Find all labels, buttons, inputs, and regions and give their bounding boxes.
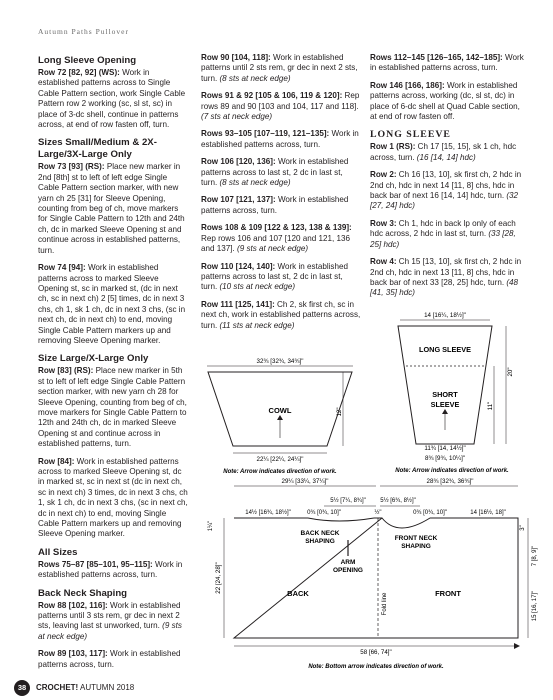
row-instruction bbox=[38, 162, 188, 256]
row-label: Row 74 [94]: bbox=[38, 263, 86, 273]
magazine-brand: CROCHET! bbox=[36, 683, 79, 693]
arm-opening-label: OPENING bbox=[333, 567, 363, 574]
row-text: Work in established patterns across, turn. bbox=[38, 649, 181, 669]
right-mid-height: 7 [8, 9]" bbox=[532, 545, 538, 567]
row-text: Work in established patterns until 2 sts rem, gr dec in next 2 sts, turn. bbox=[201, 53, 358, 83]
segment-label: 14½ [16¾, 18½]" bbox=[245, 510, 291, 516]
page-footer bbox=[14, 680, 134, 696]
front-width-label: 28¾ [32¾, 36¾]" bbox=[426, 478, 474, 485]
back-neck-label: SHAPING bbox=[305, 538, 335, 545]
row-label: Row 110 [124, 140]: bbox=[201, 261, 276, 271]
row-text: Ch 15 [13, 10], sk first ch, 2 hdc in 2nd ch, hdc in next 13 [11, 8] chs, hdc in back bar of next 33 [28, 25] hdc, turn. bbox=[370, 257, 522, 287]
row-label: Row 146 [166, 186]: bbox=[370, 80, 445, 90]
column-3 bbox=[370, 53, 526, 306]
section-heading: Back Neck Shaping bbox=[38, 587, 128, 599]
row-instruction bbox=[201, 157, 361, 188]
front-neck-label: FRONT NECK bbox=[394, 535, 438, 542]
segment-label: 14 [16½, 18]" bbox=[470, 510, 506, 516]
row-instruction bbox=[201, 262, 361, 293]
row-instruction bbox=[38, 560, 188, 581]
section-heading: Long Sleeve Opening bbox=[38, 55, 137, 66]
row-label: Row 4: bbox=[370, 257, 397, 267]
stitch-count: (9 sts at neck edge) bbox=[237, 244, 309, 254]
segment-label: 0¾ [0¾, 10]" bbox=[307, 510, 341, 516]
row-instruction bbox=[370, 142, 526, 163]
row-instruction bbox=[201, 300, 361, 331]
section-heading: LONG SLEEVE bbox=[370, 129, 451, 141]
neck-width-right: 5½ [6¾, 8½]" bbox=[380, 498, 416, 504]
row-label: Row 107 [121, 137]: bbox=[201, 195, 276, 205]
column-2 bbox=[201, 53, 361, 338]
row-label: Row [83] (RS): bbox=[38, 366, 94, 376]
running-header: Autumn Paths Pullover bbox=[38, 27, 130, 36]
row-text: Rep rows 106 and 107 [120 and 121, 136 and 137]. bbox=[201, 233, 350, 254]
cowl-height-label: 12" bbox=[336, 407, 343, 417]
row-label: Rows 91 & 92 [105 & 106, 119 & 120]: bbox=[201, 91, 343, 101]
row-text: Work in established patterns across, turn. bbox=[201, 129, 359, 149]
row-instruction bbox=[201, 223, 361, 254]
row-text: Ch 2, sk first ch, sc in next ch, work in established patterns across, turn. bbox=[201, 299, 361, 330]
stitch-count: (48 [41, 35] hdc) bbox=[370, 277, 519, 298]
stitch-count: (11 sts at neck edge) bbox=[219, 320, 295, 330]
sleeve-note: Note: Arrow indicates direction of work. bbox=[395, 468, 509, 474]
row-text: Ch 16 [13, 10], sk first ch, 2 hdc in 2nd ch, hdc in next 14 [11, 8] chs, hdc in back bar of next 16 [14, 14] hdc, turn. bbox=[370, 170, 522, 201]
row-label: Rows 112–145 [126–165, 142–185]: bbox=[370, 53, 503, 62]
row-label: Row 90 [104, 118]: bbox=[201, 53, 271, 62]
cowl-label: COWL bbox=[268, 406, 292, 415]
left-height-label: 22 [24, 28]" bbox=[215, 562, 222, 594]
row-label: Row 106 [120, 136]: bbox=[201, 157, 276, 167]
row-text: Work in established patterns across, turn. bbox=[38, 559, 183, 580]
stitch-count: (8 sts at neck edge) bbox=[219, 73, 291, 83]
row-label: Row [84]: bbox=[38, 456, 75, 466]
arrowhead bbox=[442, 409, 448, 414]
right-top-height: 3" bbox=[520, 525, 526, 531]
segment-label: 0¾ [0¾, 10]" bbox=[413, 510, 447, 516]
row-instruction bbox=[201, 53, 361, 84]
body-note: Note: Bottom arrow indicates direction of work. bbox=[308, 664, 444, 670]
row-instruction bbox=[370, 257, 526, 299]
row-label: Row 89 [103, 117]: bbox=[38, 649, 108, 659]
row-label: Row 72 [82, 92] (WS): bbox=[38, 68, 120, 77]
arrowhead bbox=[514, 643, 520, 649]
fold-line-label: Fold line bbox=[382, 592, 388, 616]
row-instruction bbox=[38, 649, 188, 670]
issue-label: AUTUMN 2018 bbox=[80, 683, 135, 693]
sleeve-height-total: 20" bbox=[507, 367, 514, 377]
row-instruction bbox=[38, 263, 188, 346]
column-1 bbox=[38, 53, 188, 677]
row-instruction bbox=[370, 81, 526, 123]
front-neck-label: SHAPING bbox=[401, 543, 431, 550]
section-heading: Size Large/X-Large Only bbox=[38, 353, 149, 365]
left-top-height: 1¼" bbox=[208, 520, 214, 532]
cowl-note: Note: Arrow indicates direction of work. bbox=[223, 469, 337, 475]
row-instruction bbox=[370, 170, 526, 212]
row-text: Place new marker in 2nd [8th] st to left of left edge Single Cable Pattern section marker, with new yarn ch 25 [31] for Sleeve Opening, counting from beg of ch, move markers for Single Cable Pattern to 12th and 24th ch, dc in marked Sleeve Opening st and continue across in established patterns, turn. bbox=[38, 162, 185, 255]
short-sleeve-label: SHORT bbox=[432, 390, 458, 399]
sleeve-bottom-label: 8¾ [9¾, 10¼]" bbox=[424, 455, 466, 462]
row-text: Work in established patterns across to last st, 2 dc in last st, turn. bbox=[201, 157, 349, 188]
neck-width-left: 5½ [7¼, 8¾]" bbox=[330, 498, 366, 504]
back-width-label: 29¼ [33¼, 37¼]" bbox=[281, 478, 329, 485]
sleeve-height-short: 11" bbox=[487, 401, 494, 411]
row-text: Rep rows 89 and 90 [103 and 104, 117 and 118]. bbox=[201, 91, 360, 111]
row-instruction bbox=[38, 68, 188, 130]
row-label: Rows 93–105 [107–119, 121–135]: bbox=[201, 129, 330, 139]
row-instruction bbox=[38, 366, 188, 449]
sleeve-schematic bbox=[378, 312, 536, 476]
row-text: Work in established patterns until 3 sts rem, gr dec in next 2 sts, leaving last st unworked, turn. bbox=[38, 600, 181, 631]
cowl-bottom-label: 22¼ [22¼, 24¼]" bbox=[256, 456, 304, 463]
cowl-top-label: 32¾ [32¾, 34¾]" bbox=[256, 358, 304, 365]
row-instruction bbox=[201, 129, 361, 150]
body-outline bbox=[234, 518, 518, 638]
back-label: BACK bbox=[287, 589, 309, 598]
row-instruction bbox=[201, 91, 361, 122]
row-text: Place new marker in 5th st to left of left edge Single Cable Pattern section marker, with new yarn ch 28 for Sleeve Opening, counting from beg of ch, move markers for Single Cable Pattern to 12th and 24th ch, dc in marked Sleeve Opening st and continue across in established patterns, turn. bbox=[38, 366, 187, 449]
stitch-count: (8 sts at neck edge) bbox=[219, 178, 291, 188]
back-neck-label: BACK NECK bbox=[300, 530, 340, 537]
row-label: Row 111 [125, 141]: bbox=[201, 299, 275, 309]
section-heading: Sizes Small/Medium & 2X-Large/3X-Large Only bbox=[38, 137, 157, 161]
row-instruction bbox=[38, 457, 188, 540]
row-instruction bbox=[370, 219, 526, 250]
row-text: Work in established patterns across to Single Cable Pattern section, work Single Cable Pattern row 2 working (sc, sl st, sc) in place of 3-dc shell, continue in patterns across, at end of row fasten off, turn. bbox=[38, 68, 186, 130]
row-instruction bbox=[201, 195, 361, 216]
row-text: Work in established patterns across, working (dc, sl st, dc) in place of 6-dc shell at Quad Cable section, at end of row fasten off. bbox=[370, 80, 520, 122]
stitch-count: (32 [27, 24] hdc) bbox=[370, 191, 519, 211]
stitch-count: (16 [14, 14] hdc) bbox=[416, 152, 476, 162]
bottom-width-label: 58 [66, 74]" bbox=[360, 649, 392, 656]
page-number: 38 bbox=[14, 680, 30, 696]
arm-opening-label: ARM bbox=[340, 559, 356, 566]
arrowhead bbox=[277, 415, 283, 420]
row-label: Rows 108 & 109 [122 & 123, 138 & 139]: bbox=[201, 223, 352, 233]
stitch-count: (33 [28, 25] hdc) bbox=[370, 229, 516, 249]
row-text: Work in established patterns across to marked Sleeve Opening st, sc in marked st, (dc in next ch, sc in next ch) 2 [5] times, dc in next 3 chs, ch 1, sk 1 ch, dc in next 3 chs, (sc in next ch, dc in next ch) to end, moving Single Cable Pattern markers up and removing Sleeve Opening marker. bbox=[38, 263, 186, 345]
cowl-schematic bbox=[205, 358, 355, 476]
section-heading: All Sizes bbox=[38, 546, 78, 558]
long-sleeve-label: LONG SLEEVE bbox=[419, 345, 471, 354]
body-schematic bbox=[198, 478, 538, 674]
row-label: Row 73 [93] (RS): bbox=[38, 162, 105, 172]
row-text: Ch 17 [15, 15], sk 1 ch, hdc across, turn. bbox=[370, 142, 517, 162]
front-label: FRONT bbox=[435, 589, 461, 598]
row-text: Work in established patterns across to last st, 2 dc in last st, turn. bbox=[201, 261, 348, 292]
row-text: Work in established patterns across to marked Sleeve Opening st, dc in marked st, sc in next st (dc in next ch, sc in next ch) 3 times, dc in next 3 chs, ch 1, sk 1 ch, dc in next 3 chs, (sc in next ch, dc in next ch) to end, moving Single Cable Pattern markers up and removing Sleeve Opening marker. bbox=[38, 456, 188, 539]
stitch-count: (9 sts at neck edge) bbox=[38, 621, 182, 641]
row-text: Ch 1, hdc in back lp only of each hdc across, 2 hdc in last st, turn. bbox=[370, 218, 516, 239]
sleeve-top-label: 14 [16¼, 18½]" bbox=[424, 312, 466, 319]
short-sleeve-label: SLEEVE bbox=[430, 400, 460, 409]
row-instruction bbox=[38, 601, 188, 643]
sleeve-mid-label: 11¾ [14, 14½]" bbox=[424, 445, 466, 452]
stitch-count: (7 sts at neck edge) bbox=[201, 112, 273, 122]
row-label: Rows 75–87 [85–101, 95–115]: bbox=[38, 559, 153, 569]
right-bottom-height: 15 [16, 17]" bbox=[532, 590, 538, 622]
row-label: Row 3: bbox=[370, 218, 397, 228]
row-label: Row 2: bbox=[370, 170, 397, 180]
row-text: Work in established patterns across, turn. bbox=[201, 195, 349, 215]
row-label: Row 1 (RS): bbox=[370, 142, 416, 152]
row-text: Work in established patterns across, turn. bbox=[370, 53, 524, 73]
stitch-count: (10 sts at neck edge) bbox=[219, 282, 296, 292]
segment-label: ½" bbox=[374, 510, 382, 516]
row-label: Row 88 [102, 116]: bbox=[38, 600, 108, 610]
row-instruction bbox=[370, 53, 526, 74]
